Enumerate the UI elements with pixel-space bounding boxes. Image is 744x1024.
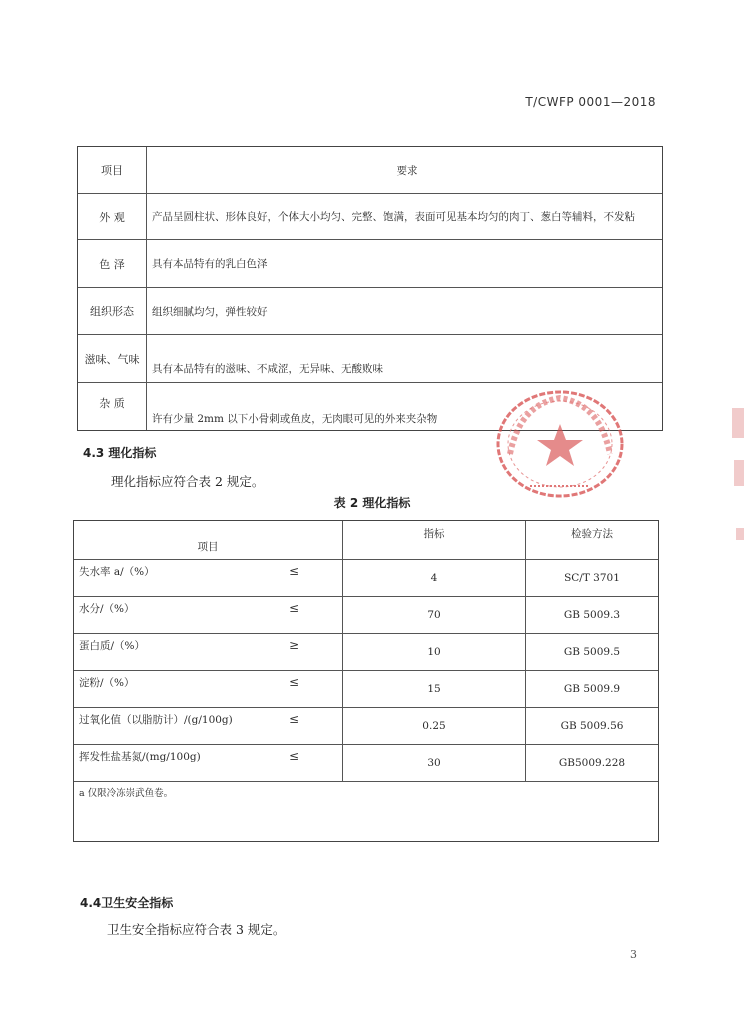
row-requirement: 具有本品特有的乳白色泽: [152, 258, 268, 270]
row-item: 失水率 a/（%）: [79, 566, 155, 578]
table-footnote: a 仅限冷冻崇武鱼卷。: [79, 788, 174, 799]
header-index: 指标: [343, 521, 526, 559]
row-item: 杂 质: [78, 383, 147, 430]
row-index: 30: [343, 745, 526, 781]
section-4-3-text: 理化指标应符合表 2 规定。: [111, 474, 265, 489]
row-item: 外 观: [78, 194, 147, 239]
header-requirement: 要求: [396, 164, 418, 177]
row-item: 色 泽: [78, 240, 147, 287]
official-seal-stamp: [490, 384, 630, 504]
edge-stain: [736, 528, 744, 540]
table-row: [78, 287, 662, 334]
table-row: [74, 707, 658, 744]
row-relation: ≤: [289, 749, 300, 763]
row-index: 0.25: [343, 708, 526, 744]
section-4-4-text: 卫生安全指标应符合表 3 规定。: [107, 922, 286, 937]
row-method: GB 5009.5: [563, 646, 621, 658]
table-header-row: [78, 147, 662, 193]
row-item: 水分/（%）: [79, 603, 135, 615]
header-item: 项目: [74, 521, 343, 559]
standard-code: T/CWFP 0001—2018: [525, 95, 656, 109]
table-row: [74, 559, 658, 596]
row-relation: ≥: [289, 638, 300, 652]
row-requirement: 产品呈圆柱状、形体良好，个体大小均匀、完整、饱满，表面可见基本均匀的肉丁、葱白等辅料，不发粘: [152, 211, 635, 223]
physicochemical-indicators-table: [73, 520, 659, 842]
row-relation: ≤: [289, 675, 300, 689]
row-relation: ≤: [289, 564, 300, 578]
table-2-caption: 表 2 理化指标: [333, 496, 411, 510]
row-item: 淀粉/（%）: [79, 677, 135, 689]
row-method: GB 5009.56: [560, 720, 624, 732]
table-row: [74, 633, 658, 670]
row-method: SC/T 3701: [564, 572, 620, 584]
table-row: [74, 744, 658, 781]
table-row: [74, 596, 658, 633]
header-item: 项目: [78, 147, 147, 193]
row-index: 70: [343, 597, 526, 633]
row-relation: ≤: [289, 601, 300, 615]
row-requirement: 许有少量 2mm 以下小骨刺或鱼皮，无肉眼可见的外来夹杂物: [152, 413, 438, 425]
row-index: 4: [343, 560, 526, 596]
row-requirement: 具有本品特有的滋味、不咸涩，无异味、无酸败味: [152, 363, 383, 375]
header-method: 检验方法: [571, 528, 613, 540]
page-number: 3: [630, 948, 637, 961]
row-method: GB 5009.9: [563, 683, 621, 695]
row-item: 滋味、气味: [78, 335, 147, 382]
row-index: 10: [343, 634, 526, 670]
section-4-4-title: 4.4卫生安全指标: [80, 896, 174, 910]
table-note-row: [74, 781, 658, 841]
row-relation: ≤: [289, 712, 300, 726]
row-method: GB 5009.3: [563, 609, 621, 621]
edge-stain: [732, 408, 744, 438]
row-method: GB5009.228: [558, 757, 626, 769]
row-item: 挥发性盐基氮/(mg/100g): [79, 751, 201, 763]
table-row: [78, 193, 662, 239]
row-item: 蛋白质/（%）: [79, 640, 146, 652]
section-4-3-title: 4.3 理化指标: [83, 446, 157, 460]
edge-stain: [734, 460, 744, 486]
row-item: 组织形态: [78, 288, 147, 334]
row-index: 15: [343, 671, 526, 707]
table-row: [74, 670, 658, 707]
row-requirement: 组织细腻均匀，弹性较好: [152, 305, 268, 318]
row-item: 过氧化值（以脂肪计）/(g/100g): [79, 714, 233, 726]
table-row: [78, 239, 662, 287]
table-row: [78, 334, 662, 382]
table-header-row: [74, 521, 658, 559]
